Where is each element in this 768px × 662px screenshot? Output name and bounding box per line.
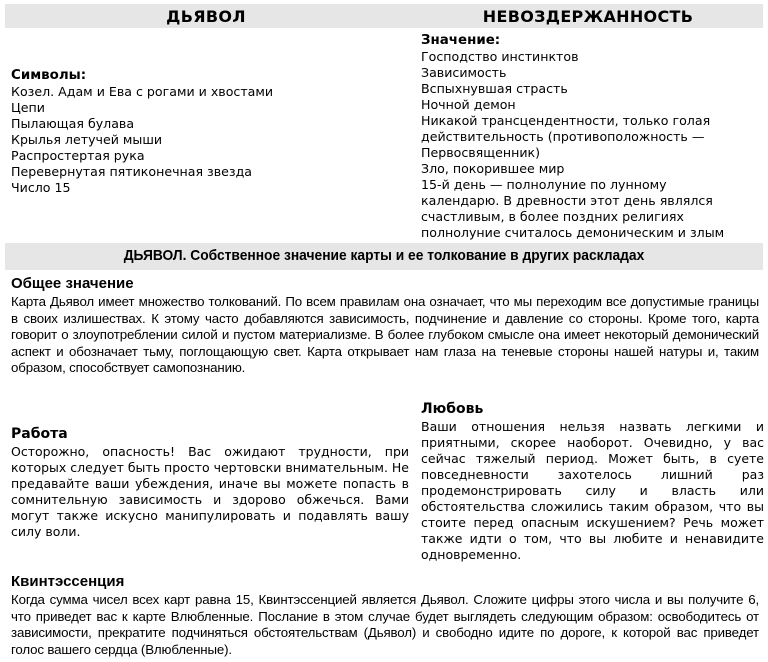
- love-section: [421, 399, 764, 563]
- symbol-item: Пылающая булава: [11, 116, 135, 131]
- symbol-item: Перевернутая пятиконечная звезда: [11, 164, 253, 179]
- meaning-item: Зло, покорившее мир: [421, 161, 565, 176]
- meaning-item: 15-й день — полнолуние по лунному календарю. В древности этот день являлся счастливым, в более поздних религиях полнолуние считалось демоническим и злым: [421, 177, 725, 240]
- work-text: Осторожно, опасность! Вас ожидают трудности, при которых следует быть просто чертовски внимательным. Не предавайте ваши убеждения, иначе вы можете попасть в сомнительную зависимость и здорово обжечься. Вами могут также искусно манипулировать и подавлять вашу силу воли.: [11, 444, 409, 539]
- symbol-item: Распростертая рука: [11, 148, 145, 163]
- quintessence-section: [11, 572, 759, 658]
- love-title: Любовь: [421, 401, 484, 417]
- meaning-item: Ночной демон: [421, 97, 516, 112]
- general-meaning-title: Общее значение: [11, 275, 134, 292]
- symbol-item: Козел. Адам и Ева с рогами и хвостами: [11, 84, 274, 99]
- symbol-item: Цепи: [11, 100, 45, 115]
- quintessence-title: Квинтэссенция: [11, 573, 125, 590]
- symbol-item: Крылья летучей мыши: [11, 132, 163, 147]
- general-meaning-text: Карта Дьявол имеет множество толкований. По всем правилам она означает, что мы переходим все допустимые границы в своих излишествах. К этому часто добавляются зависимость, подчинение и давление со стороны. Кроме того, карта говорит о злоупотреблении силой и пустом материализме. В более глубоком смысле она имеет некоторый демонический аспект и обозначает тьму, поглощающую свет. Карта открывает нам глаза на теневые стороны нашей натуры и, таким образом, способствует самопознанию.: [11, 294, 759, 375]
- meaning-label: Значение:: [421, 33, 501, 48]
- symbols-label: Символы:: [11, 68, 87, 83]
- work-title: Работа: [11, 426, 68, 442]
- card-title-intemperance: НЕВОЗДЕРЖАННОСТЬ: [482, 7, 694, 26]
- section-title: ДЬЯВОЛ. Собственное значение карты и ее толкование в других раскладах: [123, 247, 645, 264]
- symbol-item: Число 15: [11, 180, 71, 195]
- meaning-item: Никакой трансцендентности, только голая действительность (противоположность — Первосвященник): [421, 113, 711, 160]
- meaning-item: Зависимость: [421, 65, 507, 80]
- meaning-item: Вспыхнувшая страсть: [421, 81, 568, 96]
- love-text: Ваши отношения нельзя назвать легкими и приятными, скорее наоборот. Очевидно, у вас сейчас тяжелый период. Может быть, в суете повседневности захотелось лишний раз продемонстрировать силу и власть или обстоятельства сложились таким образом, что вы стоите перед опасным искушением? Речь может также идти о том, что вы любите и ненавидите одновременно.: [421, 419, 764, 562]
- meaning-block: [421, 33, 766, 241]
- card-title-devil: ДЬЯВОЛ: [166, 7, 246, 26]
- meaning-item: Господство инстинктов: [421, 49, 579, 64]
- quintessence-text: Когда сумма чисел всех карт равна 15, Квинтэссенцией является Дьявол. Сложите цифры этого числа и вы получите 6, что приведет вас к карте Влюбленные. Послание в этом случае будет выглядеть следующим образом: освободитесь от зависимости, прекратите подчиняться обстоятельствам (Дьявол) и свободно идите по дороге, к которой вас приведет голос вашего сердца (Влюбленные).: [11, 592, 759, 657]
- symbols-block: [11, 68, 411, 196]
- general-meaning-section: [11, 274, 759, 377]
- work-section: [11, 424, 409, 540]
